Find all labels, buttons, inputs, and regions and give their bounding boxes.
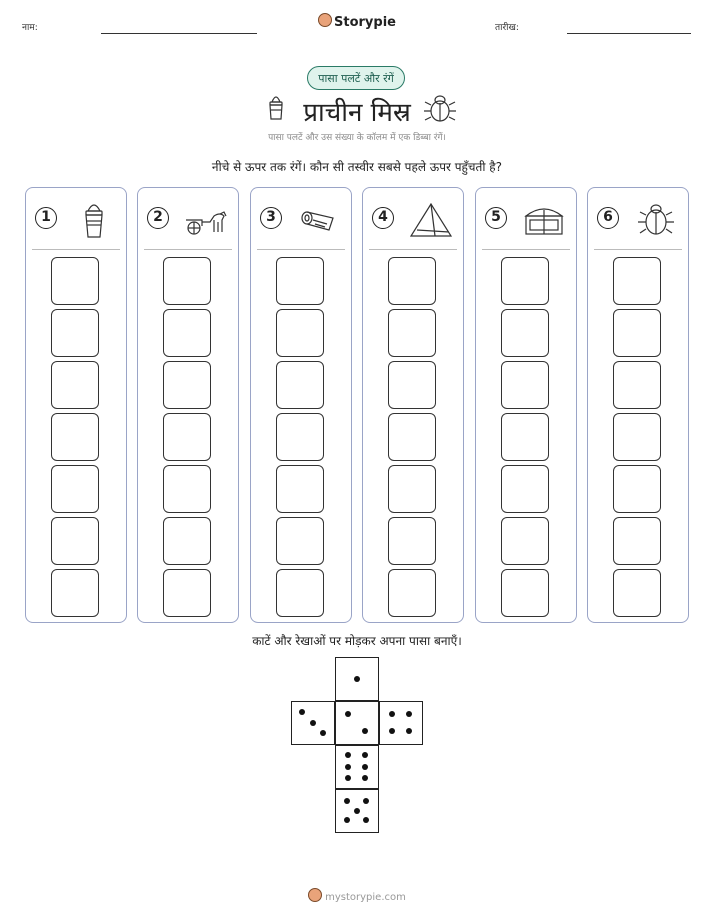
color-box (163, 257, 211, 305)
die-pip (363, 798, 369, 804)
bear-icon (318, 13, 332, 27)
die-pip (389, 711, 395, 717)
die-pip (354, 676, 360, 682)
die-face-5 (335, 789, 379, 833)
die-face-3 (291, 701, 335, 745)
footer-url: mystorypie.com (325, 892, 406, 903)
color-box (388, 413, 436, 461)
column-number: 5 (485, 207, 507, 229)
color-box (388, 257, 436, 305)
die-pip (344, 798, 350, 804)
cut-instruction: काटें और रेखाओं पर मोड़कर अपना पासा बनाएँ। (252, 634, 462, 648)
die-pip (406, 728, 412, 734)
color-box (276, 309, 324, 357)
die-pip (389, 728, 395, 734)
footer (0, 888, 714, 903)
chariot-icon (182, 200, 230, 240)
color-box (388, 361, 436, 409)
name-label: नाम: (22, 23, 38, 33)
column-2 (137, 187, 239, 623)
color-box (388, 309, 436, 357)
column-divider (594, 249, 682, 250)
color-box (501, 309, 549, 357)
color-box (51, 361, 99, 409)
color-box (613, 309, 661, 357)
color-box (613, 517, 661, 565)
color-box (613, 413, 661, 461)
column-number: 2 (147, 207, 169, 229)
color-box (276, 257, 324, 305)
column-number: 6 (597, 207, 619, 229)
color-box (388, 465, 436, 513)
pyramid-icon (407, 200, 455, 240)
color-box (501, 517, 549, 565)
column-divider (369, 249, 457, 250)
column-divider (144, 249, 232, 250)
column-1 (25, 187, 127, 623)
color-box (276, 413, 324, 461)
treasure-chest-icon (520, 200, 568, 240)
die-pip (362, 775, 368, 781)
color-box (51, 413, 99, 461)
color-box (501, 569, 549, 617)
column-6 (587, 187, 689, 623)
name-line (101, 33, 257, 34)
color-box (276, 569, 324, 617)
page-subtitle: पासा पलटें और उस संख्या के कॉलम में एक डिब्बा रंगें। (268, 133, 446, 143)
die-pip (345, 775, 351, 781)
color-box (51, 465, 99, 513)
papyrus-scroll-icon (295, 200, 343, 240)
color-box (163, 569, 211, 617)
color-box (51, 517, 99, 565)
column-divider (482, 249, 570, 250)
color-box (163, 361, 211, 409)
color-box (388, 517, 436, 565)
die-face-1 (335, 657, 379, 701)
scarab-icon (632, 200, 680, 240)
color-box (501, 257, 549, 305)
color-box (276, 361, 324, 409)
color-box (51, 257, 99, 305)
column-number: 3 (260, 207, 282, 229)
color-box (276, 465, 324, 513)
die-pip (345, 711, 351, 717)
die-pip (362, 752, 368, 758)
color-box (613, 465, 661, 513)
date-label: तारीख: (495, 23, 519, 33)
instruction-text: नीचे से ऊपर तक रंगें। कौन सी तस्वीर सबसे पहले ऊपर पहुँचती है? (211, 160, 503, 174)
die-pip (362, 764, 368, 770)
color-box (613, 257, 661, 305)
die-pip (344, 817, 350, 823)
die-pip (299, 709, 305, 715)
color-box (163, 517, 211, 565)
column-number: 4 (372, 207, 394, 229)
color-box (51, 309, 99, 357)
brand-name: Storypie (334, 15, 396, 30)
color-box (501, 361, 549, 409)
color-box (51, 569, 99, 617)
die-pip (345, 764, 351, 770)
die-pip (310, 720, 316, 726)
color-box (276, 517, 324, 565)
die-pip (320, 730, 326, 736)
color-box (613, 361, 661, 409)
column-number: 1 (35, 207, 57, 229)
date-line (567, 33, 691, 34)
color-box (501, 465, 549, 513)
column-divider (257, 249, 345, 250)
color-box (388, 569, 436, 617)
color-box (163, 465, 211, 513)
die-face-4 (379, 701, 423, 745)
column-3 (250, 187, 352, 623)
bear-icon (308, 888, 322, 902)
brand-logo (0, 13, 714, 30)
page-title: प्राचीन मिस्र (303, 98, 411, 128)
color-box (163, 413, 211, 461)
column-5 (475, 187, 577, 623)
column-4 (362, 187, 464, 623)
column-divider (32, 249, 120, 250)
die-face-2 (335, 701, 379, 745)
die-pip (363, 817, 369, 823)
color-box (501, 413, 549, 461)
scarab-title-icon (423, 91, 457, 123)
die-pip (354, 808, 360, 814)
die-pip (406, 711, 412, 717)
die-pip (345, 752, 351, 758)
game-badge: पासा पलटें और रंगें (307, 66, 405, 90)
color-box (163, 309, 211, 357)
canopic-jar-icon (70, 200, 118, 240)
die-face-6 (335, 745, 379, 789)
color-box (613, 569, 661, 617)
die-pip (362, 728, 368, 734)
